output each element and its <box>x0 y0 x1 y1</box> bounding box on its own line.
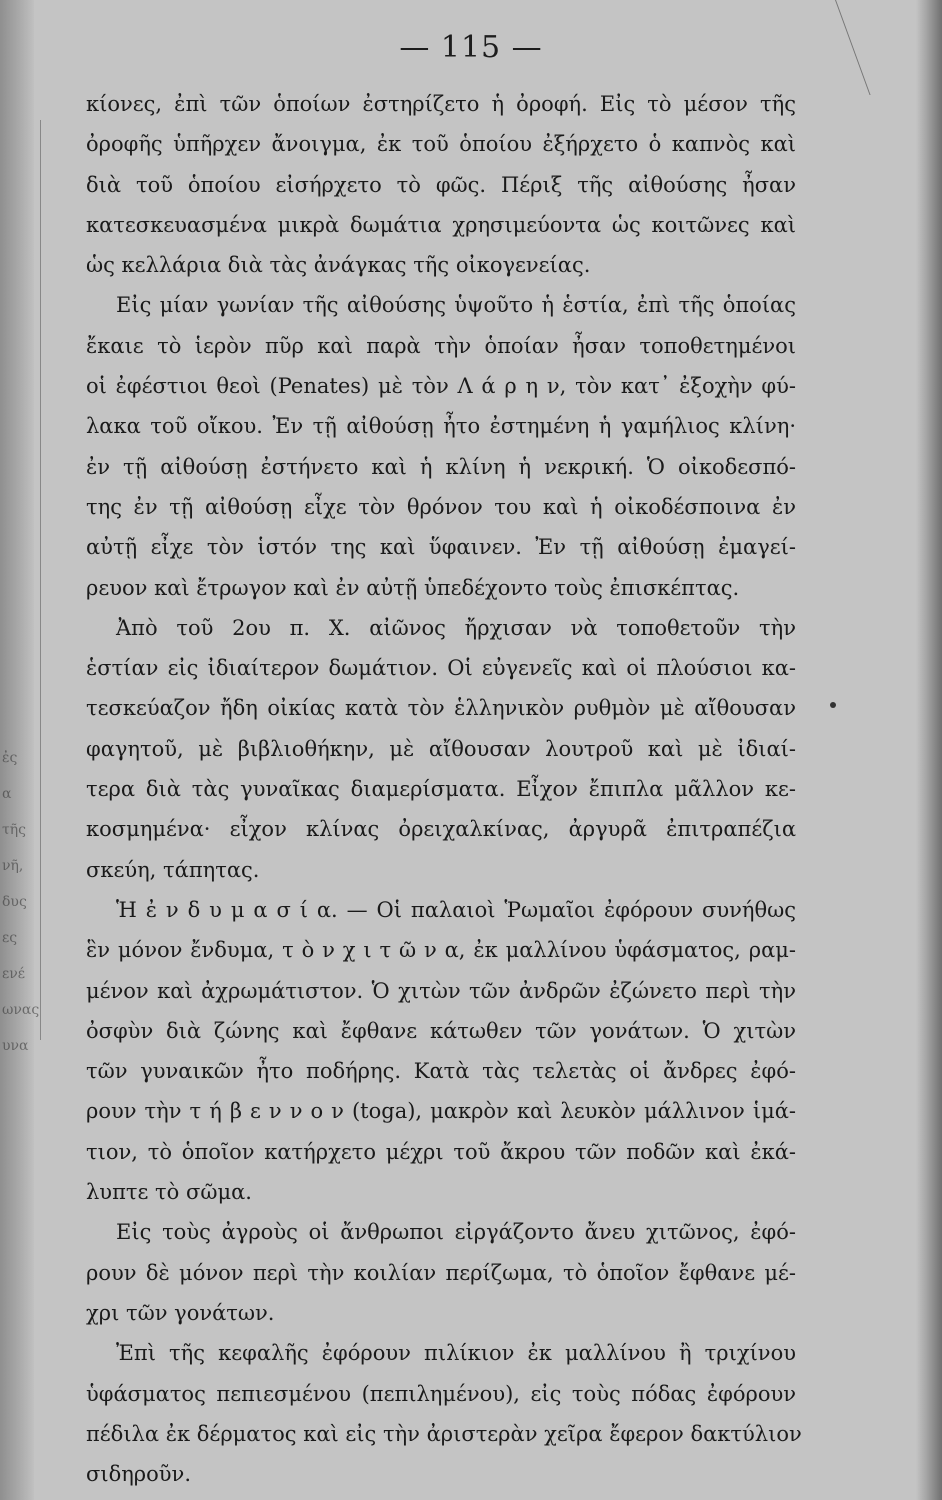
text-line: ὡς κελλάρια διὰ τὰς ἀνάγκας τῆς οἰκογενείας. <box>86 253 591 278</box>
text-line: ρουν τὴν τ ή β ε ν ν ο ν (toga), μακρὸν καὶ λευκὸν μάλλινον ἱμά- <box>86 1099 796 1124</box>
text-line: ὀροφῆς ὑπῆρχεν ἄνοιγμα, ἐκ τοῦ ὁποίου ἐξήρχετο ὁ καπνὸς καὶ <box>86 132 796 157</box>
text-line: τερα διὰ τὰς γυναῖκας διαμερίσματα. Εἶχον ἔπιπλα μᾶλλον κε- <box>86 777 796 802</box>
text-line: τῶν γυναικῶν ἦτο ποδήρης. Κατὰ τὰς τελετὰς οἱ ἄνδρες ἐφό- <box>86 1059 796 1084</box>
text-line: ρευον καὶ ἔτρωγον καὶ ἐν αὐτῇ ὑπεδέχοντο τοὺς ἐπισκέπτας. <box>86 575 740 600</box>
facing-page-fragments <box>2 740 40 1064</box>
text-line: διὰ τοῦ ὁποίου εἰσήρχετο τὸ φῶς. Πέριξ τῆς αἰθούσης ἦσαν <box>86 172 796 197</box>
text-line: ὀσφὺν διὰ ζώνης καὶ ἔφθανε κάτωθεν τῶν γονάτων. Ὁ χιτὼν <box>86 1018 796 1043</box>
text-line: φαγητοῦ, μὲ βιβλιοθήκην, μὲ αἴθουσαν λουτροῦ καὶ μὲ ἰδιαί- <box>86 736 796 761</box>
text-line: της ἐν τῇ αἰθούσῃ εἶχε τὸν θρόνον του καὶ ἡ οἰκοδέσποινα ἐν <box>86 494 796 519</box>
text-line: λυπτε τὸ σῶμα. <box>86 1180 252 1205</box>
ink-speck <box>830 702 836 708</box>
text-line: χρι τῶν γονάτων. <box>86 1300 275 1325</box>
text-line: Ἀπὸ τοῦ 2ου π. Χ. αἰῶνος ἤρχισαν νὰ τοποθετοῦν τὴν <box>116 615 796 640</box>
text-line: Εἰς μίαν γωνίαν τῆς αἰθούσης ὑψοῦτο ἡ ἑστία, ἐπὶ τῆς ὁποίας <box>116 293 796 318</box>
margin-fragment: τῆς <box>2 822 26 838</box>
text-line: ὑφάσματος πεπιεσμένου (πεπιλημένου), εἰς τοὺς πόδας ἐφόρουν <box>86 1381 796 1406</box>
text-line: μένον καὶ ἀχρωμάτιστον. Ὁ χιτὼν τῶν ἀνδρῶν ἐζώνετο περὶ τὴν <box>86 978 796 1003</box>
text-line: Εἰς τοὺς ἀγροὺς οἱ ἄνθρωποι εἰργάζοντο ἄνευ χιτῶνος, ἐφό- <box>116 1220 796 1245</box>
text-line: ἐν τῇ αἰθούσῃ ἐστήνετο καὶ ἡ κλίνη ἡ νεκρική. Ὁ οἰκοδεσπό- <box>86 454 796 479</box>
margin-fragment: νῆ, <box>2 858 24 874</box>
text-line: πέδιλα ἐκ δέρματος καὶ εἰς τὴν ἀριστερὰν χεῖρα ἔφερον δακτύλιον <box>86 1421 802 1446</box>
text-line: ἔκαιε τὸ ἱερὸν πῦρ καὶ παρὰ τὴν ὁποίαν ἦσαν τοποθετημένοι <box>86 333 796 358</box>
page-number: — 115 — <box>399 30 543 65</box>
text-line: αὐτῇ εἶχε τὸν ἱστόν της καὶ ὕφαινεν. Ἐν τῇ αἰθούσῃ ἐμαγεί- <box>86 535 796 560</box>
text-line: τιον, τὸ ὁποῖον κατήρχετο μέχρι τοῦ ἄκρου τῶν ποδῶν καὶ ἐκά- <box>86 1139 796 1164</box>
margin-fragment: ωνας <box>2 1002 40 1018</box>
text-line: λακα τοῦ οἴκου. Ἐν τῇ αἰθούσῃ ἦτο ἐστημένη ἡ γαμήλιος κλίνη· <box>86 414 796 439</box>
text-line: κατεσκευασμένα μικρὰ δωμάτια χρησιμεύοντα ὡς κοιτῶνες καὶ <box>86 212 796 237</box>
margin-fragment: ες <box>2 930 18 946</box>
text-line: ρουν δὲ μόνον περὶ τὴν κοιλίαν περίζωμα, τὸ ὁποῖον ἔφθανε μέ- <box>86 1260 796 1285</box>
text-line: Ἡ ἐ ν δ υ μ α σ ί α. — Οἱ παλαιοὶ Ῥωμαῖοι ἐφόρουν συνήθως <box>116 897 796 922</box>
text-line: Ἐπὶ τῆς κεφαλῆς ἐφόρουν πιλίκιον ἐκ μαλλίνου ἢ τριχίνου <box>116 1341 796 1366</box>
margin-fragment: α <box>2 786 12 802</box>
text-line: κίονες, ἐπὶ τῶν ὁποίων ἐστηρίζετο ἡ ὀροφή. Εἰς τὸ μέσον τῆς <box>86 92 796 116</box>
text-line: κοσμημένα· εἶχον κλίνας ὀρειχαλκίνας, ἀργυρᾶ ἐπιτραπέζια <box>86 817 796 842</box>
margin-fragment: υνα <box>2 1038 29 1054</box>
text-line: σιδηροῦν. <box>86 1462 191 1487</box>
margin-fragment: ἐς <box>2 750 18 766</box>
margin-fragment: δυς <box>2 894 27 910</box>
page-edge-shadow <box>916 0 942 1500</box>
text-line: σκεύη, τάπητας. <box>86 857 260 882</box>
body-text <box>86 84 802 1494</box>
text-line: οἱ ἐφέστιοι θεοὶ (Penates) μὲ τὸν Λ ά ρ η ν, τὸν κατ᾿ ἐξοχὴν φύ- <box>86 374 796 399</box>
text-line: τεσκεύαζον ἤδη οἰκίας κατὰ τὸν ἑλληνικὸν ρυθμὸν μὲ αἴθουσαν <box>86 696 796 721</box>
text-line: ἑστίαν εἰς ἰδιαίτερον δωμάτιον. Οἱ εὐγενεῖς καὶ οἱ πλούσιοι κα- <box>86 656 796 681</box>
facing-page-edge <box>40 120 41 1040</box>
margin-fragment: ενέ <box>2 966 26 982</box>
text-line: ἓν μόνον ἔνδυμα, τ ὸ ν χ ι τ ῶ ν α, ἐκ μαλλίνου ὑφάσματος, ραμ- <box>86 938 796 963</box>
